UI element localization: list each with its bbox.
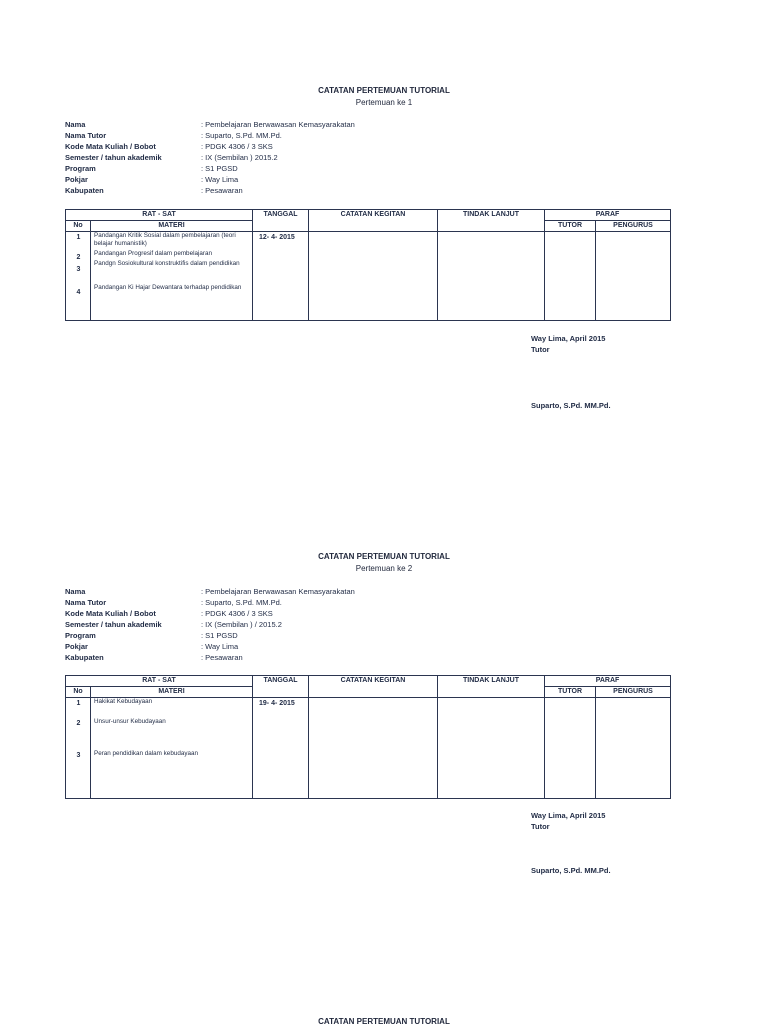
row-number: 3 [76,266,81,273]
header-no: No [66,687,91,698]
header-no: No [66,221,91,232]
row-number: 1 [76,234,81,241]
header-tanggal: TANGGAL [253,210,309,232]
label-kabupaten: Kabupaten [65,653,104,662]
materi-item: Unsur-unsur Kebudayaan [94,718,166,725]
tindak-lanjut-cell [438,698,545,799]
value-kode: : PDGK 4306 / 3 SKS [201,142,273,151]
sign-role: Tutor [531,345,550,354]
label-semester: Semester / tahun akademik [65,153,162,162]
header-pengurus: PENGURUS [596,687,671,698]
info-row-nama [65,119,465,130]
value-nama: : Pembelajaran Berwawasan Kemasyarakatan [201,120,355,129]
info-row-tutor [65,130,465,141]
info-row-program [65,163,465,174]
header-pengurus: PENGURUS [596,221,671,232]
section-2-info-block [65,586,465,663]
no-cell [66,232,91,321]
header-catatan: CATATAN KEGITAN [309,676,438,698]
tanggal-value: 12- 4- 2015 [259,234,295,241]
value-program: : S1 PGSD [201,164,238,173]
value-nama: : Pembelajaran Berwawasan Kemasyarakatan [201,587,355,596]
value-semester: : IX (Sembilan ) 2015.2 [201,153,278,162]
header-rat-sat: RAT - SAT [66,210,253,221]
section-3-title: CATATAN PERTEMUAN TUTORIAL [318,1017,450,1026]
value-pokjar: : Way Lima [201,175,239,184]
sign-place-date: Way Lima, April 2015 [531,811,606,820]
header-tindak-lanjut: TINDAK LANJUT [438,210,545,232]
info-row-kode [65,141,465,152]
header-materi: MATERI [91,221,253,232]
header-rat-sat: RAT - SAT [66,676,253,687]
info-row-semester [65,152,465,163]
value-tutor: : Suparto, S.Pd. MM.Pd. [201,131,282,140]
label-kode: Kode Mata Kuliah / Bobot [65,142,156,151]
tindak-lanjut-cell [438,232,545,321]
info-row-tutor [65,597,465,608]
section-1-info-block [65,119,465,196]
value-tutor: : Suparto, S.Pd. MM.Pd. [201,598,282,607]
catatan-cell [309,698,438,799]
value-program: : S1 PGSD [201,631,238,640]
label-kabupaten: Kabupaten [65,186,104,195]
label-tutor: Nama Tutor [65,598,107,607]
header-paraf: PARAF [545,210,671,221]
label-pokjar: Pokjar [65,175,88,184]
catatan-cell [309,232,438,321]
info-row-program [65,630,465,641]
info-row-kabupaten [65,652,465,663]
header-paraf: PARAF [545,676,671,687]
section-2-title: CATATAN PERTEMUAN TUTORIAL [318,552,450,561]
header-tutor: TUTOR [545,221,596,232]
materi-cell [91,232,253,321]
sign-place-date: Way Lima, April 2015 [531,334,606,343]
tanggal-cell [253,698,309,799]
row-number: 1 [76,700,81,707]
materi-item: Pandangan Kritik Sosial dalam pembelajaran (teori belajar humanistik) [94,232,236,247]
paraf-tutor-cell [545,232,596,321]
section-1-table [65,209,671,321]
value-semester: : IX (Sembilan ) / 2015.2 [201,620,282,629]
section-2-signature [531,810,611,875]
label-nama: Nama [65,587,86,596]
value-kabupaten: : Pesawaran [201,653,243,662]
materi-item: Hakikat Kebudayaan [94,698,153,705]
section-1-subtitle: Pertemuan ke 1 [355,98,413,107]
label-kode: Kode Mata Kuliah / Bobot [65,609,156,618]
label-pokjar: Pokjar [65,642,88,651]
sign-name: Suparto, S.Pd. MM.Pd. [531,401,611,410]
paraf-pengurus-cell [596,698,671,799]
section-2-table [65,675,671,799]
info-row-kabupaten [65,185,465,196]
value-pokjar: : Way Lima [201,642,239,651]
header-tanggal: TANGGAL [253,676,309,698]
label-tutor: Nama Tutor [65,131,107,140]
section-1-signature [531,333,611,410]
materi-item: Pandangan Progresif dalam pembelajaran [94,250,212,257]
value-kode: : PDGK 4306 / 3 SKS [201,609,273,618]
materi-item: Pandgn Sosiokultural konstruktifis dalam pendidikan [94,260,240,267]
row-number: 2 [76,720,81,727]
row-number: 4 [76,289,81,296]
header-catatan: CATATAN KEGITAN [309,210,438,232]
tanggal-value: 19- 4- 2015 [259,700,295,707]
label-program: Program [65,164,96,173]
section-2-subtitle: Pertemuan ke 2 [355,564,413,573]
label-semester: Semester / tahun akademik [65,620,162,629]
paraf-tutor-cell [545,698,596,799]
label-nama: Nama [65,120,86,129]
section-1-title: CATATAN PERTEMUAN TUTORIAL [318,86,450,95]
materi-cell [91,698,253,799]
tanggal-cell [253,232,309,321]
header-tindak-lanjut: TINDAK LANJUT [438,676,545,698]
info-row-nama [65,586,465,597]
row-number: 3 [76,752,81,759]
info-row-pokjar [65,641,465,652]
info-row-semester [65,619,465,630]
info-row-pokjar [65,174,465,185]
no-cell [66,698,91,799]
header-tutor: TUTOR [545,687,596,698]
info-row-kode [65,608,465,619]
value-kabupaten: : Pesawaran [201,186,243,195]
sign-role: Tutor [531,822,550,831]
row-number: 2 [76,254,81,261]
header-materi: MATERI [91,687,253,698]
label-program: Program [65,631,96,640]
materi-item: Peran pendidikan dalam kebudayaan [94,750,198,757]
paraf-pengurus-cell [596,232,671,321]
materi-item: Pandangan Ki Hajar Dewantara terhadap pendidikan [94,284,242,291]
sign-name: Suparto, S.Pd. MM.Pd. [531,866,611,875]
